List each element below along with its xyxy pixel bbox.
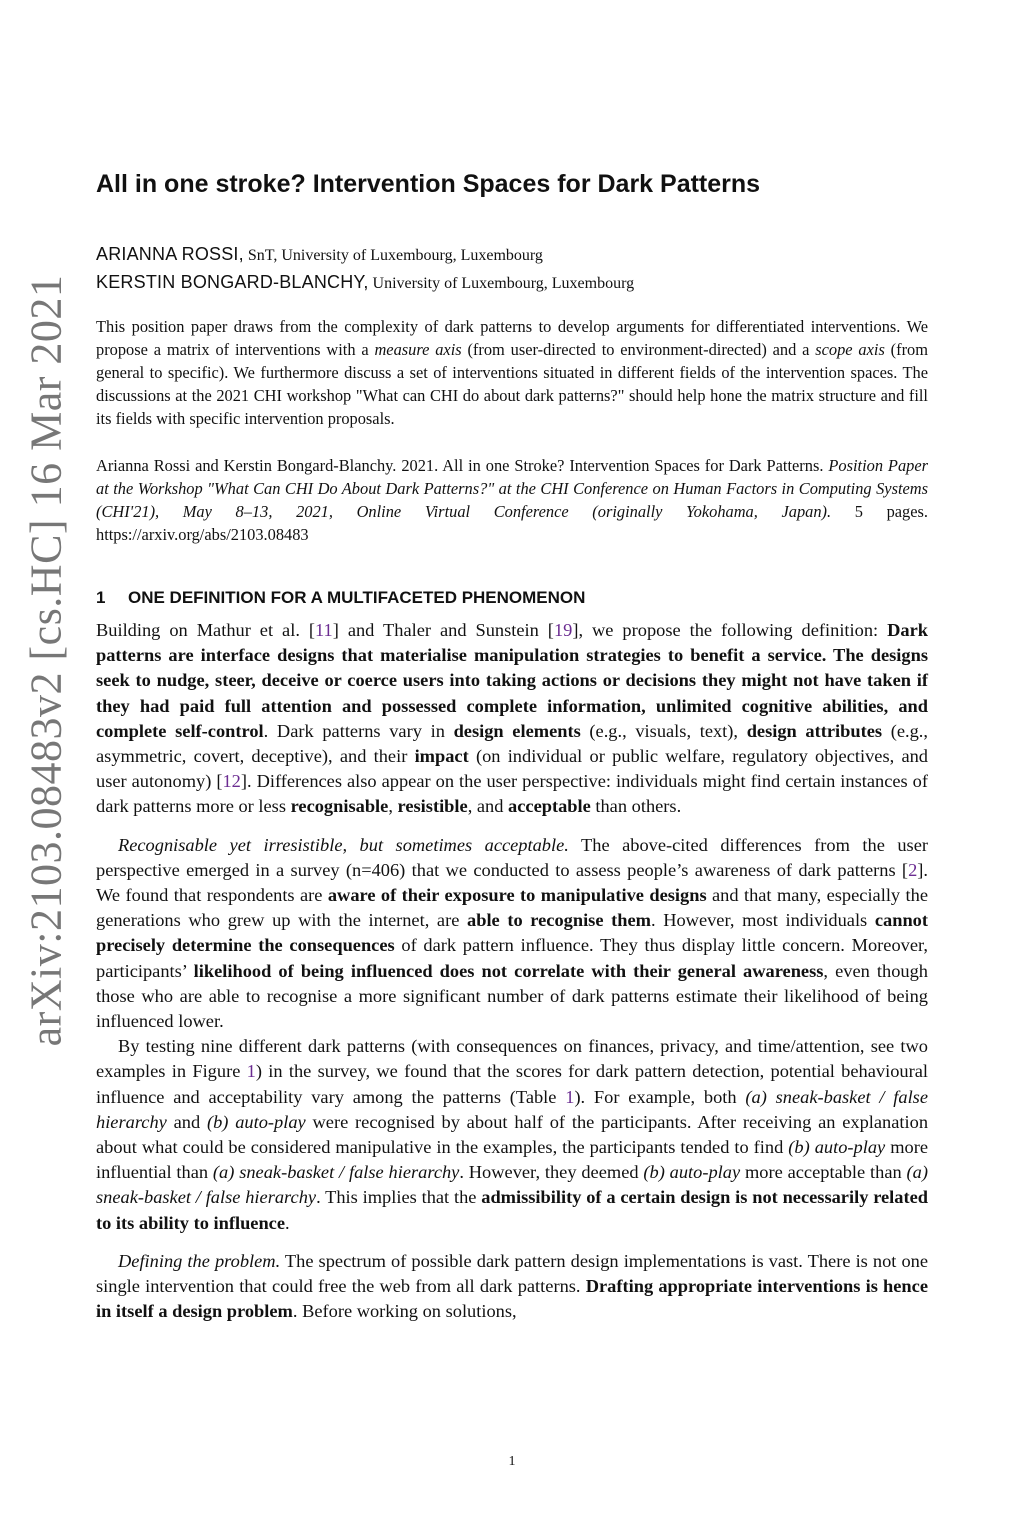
text-run: The spectrum of possible dark pattern design implementations is vast. There is not one single intervention that could free the web from all dark patterns. [96, 1250, 929, 1297]
paragraph-testing [96, 1034, 928, 1236]
paragraph-run-in-heading: Defining the problem. [118, 1250, 281, 1271]
bold-text: aware of their exposure to manipulative designs [327, 885, 707, 906]
text-run: (e.g., asymmetric, covert, deceptive), and their [96, 720, 929, 767]
italic-text: (a) sneak-basket / false hierarchy [212, 1162, 460, 1183]
text-run: ]. We found that respondents are [96, 859, 928, 906]
figure-link[interactable]: 1 [246, 1061, 256, 1082]
italic-text: (b) auto-play [206, 1111, 306, 1132]
abstract-text: This position paper draws from the complexity of dark patterns to develop arguments for differentiated interventions. We propose a matrix of interventions with a [96, 317, 928, 359]
text-run: were recognised by about half of the participants. After receiving an explanation about what could be considered manipulative in the examples, the participants tended to find [96, 1111, 929, 1158]
text-run: and [166, 1111, 207, 1132]
bold-text: cannot precisely determine the consequences [96, 910, 928, 956]
text-run: . However, most individuals [650, 910, 875, 931]
bold-text: design attributes [746, 720, 883, 741]
text-run: , and [467, 796, 509, 817]
text-run: The above-cited differences from the user perspective emerged in a survey (n=406) that we conducted to assess people’s awareness of dark patterns [ [96, 834, 928, 880]
abstract-text: (from user-directed to environment-directed) and a [461, 340, 816, 359]
author-affiliation: University of Luxembourg, Luxembourg [372, 275, 635, 292]
text-run: . This implies that the [316, 1187, 482, 1208]
bold-text: impact [414, 746, 469, 767]
arxiv-watermark [16, 274, 76, 1046]
reference-format [96, 454, 928, 546]
text-run: . Dark patterns vary in [263, 720, 454, 741]
text-run: ) in the survey, we found that the scores for dark pattern detection, potential behavioural influence and acceptability vary among the patterns (Table [96, 1061, 928, 1107]
author-name: ARIANNA ROSSI, [96, 244, 244, 264]
page-number: 1 [508, 1454, 516, 1469]
paragraph-run-in-heading: Recognisable yet irresistible, but sometimes acceptable. [118, 834, 569, 855]
reference-text: 5 pages. https://arxiv.org/abs/2103.08483 [96, 502, 928, 544]
citation-link[interactable]: 12 [222, 771, 241, 792]
section-title: ONE DEFINITION FOR A MULTIFACETED PHENOMENON [128, 588, 586, 607]
text-run: . However, they deemed [459, 1162, 644, 1183]
text-run: than others. [590, 796, 682, 817]
text-run: . [285, 1212, 290, 1233]
text-run: more acceptable than [740, 1162, 907, 1183]
text-run: Building on Mathur et al. [ [96, 620, 316, 640]
text-run: , [388, 796, 398, 817]
italic-text: (a) sneak-basket / false hierarchy [96, 1086, 928, 1132]
author-1 [96, 241, 928, 269]
text-run: of dark pattern influence. They thus display little concern. Moreover, participants’ [96, 935, 928, 981]
reference-text: Arianna Rossi and Kerstin Bongard-Blanchy. 2021. All in one Stroke? Intervention Spaces for Dark Patterns. [96, 456, 829, 475]
paragraph-problem [96, 1249, 928, 1325]
table-link[interactable]: 1 [565, 1086, 575, 1107]
citation-link[interactable]: 11 [315, 620, 333, 640]
bold-text: resistible [397, 796, 468, 817]
abstract-emphasis: measure axis [374, 340, 462, 359]
paper-page [96, 170, 928, 1324]
abstract-text: (from general to specific). We furthermore discuss a set of interventions situated in different fields of the intervention spaces. The discussions at the 2021 CHI workshop "What can CHI do about dark patterns?" should help hone the matrix structure and fill its fields with specific intervention proposals. [96, 340, 928, 428]
reference-venue: Position Paper at the Workshop "What Can CHI Do About Dark Patterns?" at the CHI Conference on Human Factors in Computing Systems (CHI'21), May 8–13, 2021, Online Virtual Conference (originally Yokohama, Japan). [96, 456, 928, 521]
text-run: ], we propose the following definition: [572, 620, 888, 640]
text-run: ] and Thaler and Sunstein [ [332, 620, 554, 640]
text-run: . Before working on solutions, [292, 1301, 517, 1322]
bold-text: recognisable [290, 796, 389, 817]
bold-text: acceptable [508, 796, 591, 817]
text-run: (e.g., visuals, text), [580, 720, 747, 741]
paragraph-definition [96, 618, 928, 820]
italic-text: (b) auto-play [788, 1137, 886, 1158]
bold-text: likelihood of being influenced does not correlate with their general awareness [193, 960, 824, 981]
bold-text: able to recognise them [467, 910, 651, 931]
text-run: (on individual or public welfare, regulatory objectives, and user autonomy) [ [96, 746, 928, 792]
text-run: By testing nine different dark patterns (with consequences on finances, privacy, and time/attention, see two examples in Figure [96, 1036, 928, 1082]
bold-text: Dark patterns are interface designs that materialise manipulation strategies to benefit a service. The designs seek to nudge, steer, deceive or coerce users into taking actions or decisions they might not have taken if they had paid full attention and possessed complete information, unlimited cognitive abilities, and complete self-control [96, 620, 928, 741]
abstract [96, 315, 928, 430]
author-2 [96, 269, 928, 297]
author-list [96, 241, 928, 297]
bold-text: admissibility of a certain design is not necessarily related to its ability to influence [96, 1187, 929, 1233]
text-run: ]. Differences also appear on the user perspective: individuals might find certain instances of dark patterns more or less [96, 771, 928, 817]
author-affiliation: SnT, University of Luxembourg, Luxembourg [247, 247, 543, 264]
citation-link[interactable]: 19 [553, 620, 573, 640]
citation-link[interactable]: 2 [908, 859, 918, 880]
text-run: and that many, especially the generations who grew up with the internet, are [96, 885, 928, 931]
italic-text: (b) auto-play [643, 1162, 741, 1183]
author-name: KERSTIN BONGARD-BLANCHY, [96, 272, 369, 292]
text-run: more influential than [96, 1137, 928, 1183]
text-run: ). For example, both [574, 1086, 746, 1107]
section-number: 1 [96, 588, 106, 607]
section-heading [96, 588, 928, 608]
arxiv-identifier: arXiv:2103.08483v2 [cs.HC] 16 Mar 2021 [21, 274, 71, 1046]
bold-text: Drafting appropriate interventions is hence in itself a design problem [96, 1276, 928, 1322]
abstract-emphasis: scope axis [815, 340, 885, 359]
text-run: , even though those who are able to recognise a more significant number of dark patterns estimate their likelihood of being influenced lower. [96, 960, 928, 1032]
paragraph-survey [96, 833, 928, 1035]
section-body [96, 618, 928, 1324]
bold-text: design elements [453, 720, 581, 741]
italic-text: (a) sneak-basket / false hierarchy [96, 1162, 928, 1208]
paper-title: All in one stroke? Intervention Spaces for Dark Patterns [96, 170, 761, 198]
